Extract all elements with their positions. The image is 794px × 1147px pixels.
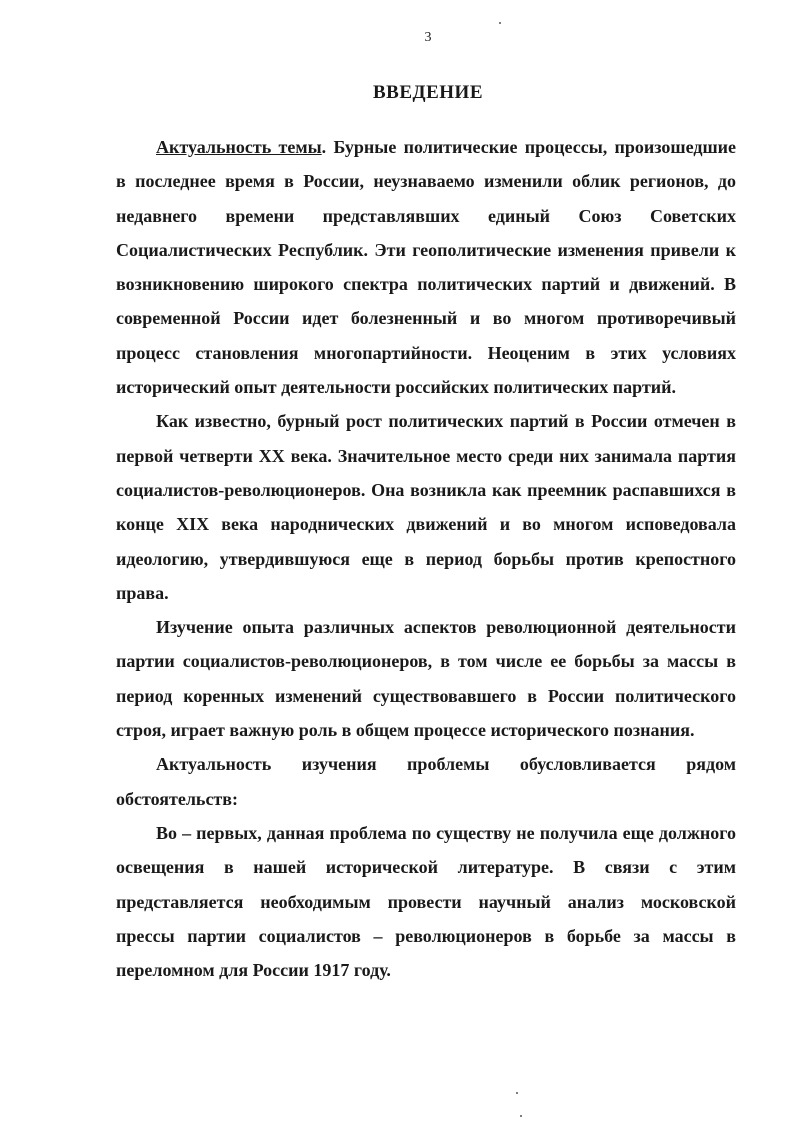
paragraph-circumstances: Актуальность изучения проблемы обусловливается рядом обстоятельств: <box>116 754 736 809</box>
scan-speck <box>516 1092 518 1094</box>
page-title: ВВЕДЕНИЕ <box>373 82 483 103</box>
paragraph-first: Во – первых, данная проблема по существу не получила еще должного освещения в нашей исторической литературе. В связи с этим представляется необходимым провести научный анализ московской прессы партии социалистов – революционеров в борьбе за массы в переломном для России 1917 году. <box>116 822 736 981</box>
paragraph-history: Как известно, бурный рост политических партий в России отмечен в первой четверти XX века. Значительное место среди них занимала партия социалистов-революционеров. Она возникла как преемник распавшихся в конце XIX века народнических движений и во многом исповедовала идеологию, утвердившуюся еще в период борьбы против крепостного права. <box>116 411 736 603</box>
scan-speck <box>520 1115 522 1117</box>
relevance-text: Бурные политические процессы, произошедшие в последнее время в России, неузнаваемо изменили облик регионов, до недавнего времени представлявших единый Союз Советских Социалистических Республик. Эти геополитические изменения привели к возникновению широкого спектра политических партий и движений. В современной России идет болезненный и во многом противоречивый процесс становления многопартийности. Неоценим в этих условиях исторический опыт деятельности российских политических партий. <box>116 137 737 398</box>
relevance-lead-punct: . <box>321 137 334 157</box>
paragraph-study: Изучение опыта различных аспектов революционной деятельности партии социалистов-революционеров, в том числе ее борьбы за массы в период коренных изменений существовавшего в России политического строя, играет важную роль в общем процессе исторического познания. <box>116 617 736 741</box>
page-number: 3 <box>424 30 432 45</box>
body-text <box>116 130 736 987</box>
relevance-lead: Актуальность темы <box>156 137 322 157</box>
paragraph-relevance <box>116 130 736 404</box>
scan-speck <box>499 22 501 24</box>
